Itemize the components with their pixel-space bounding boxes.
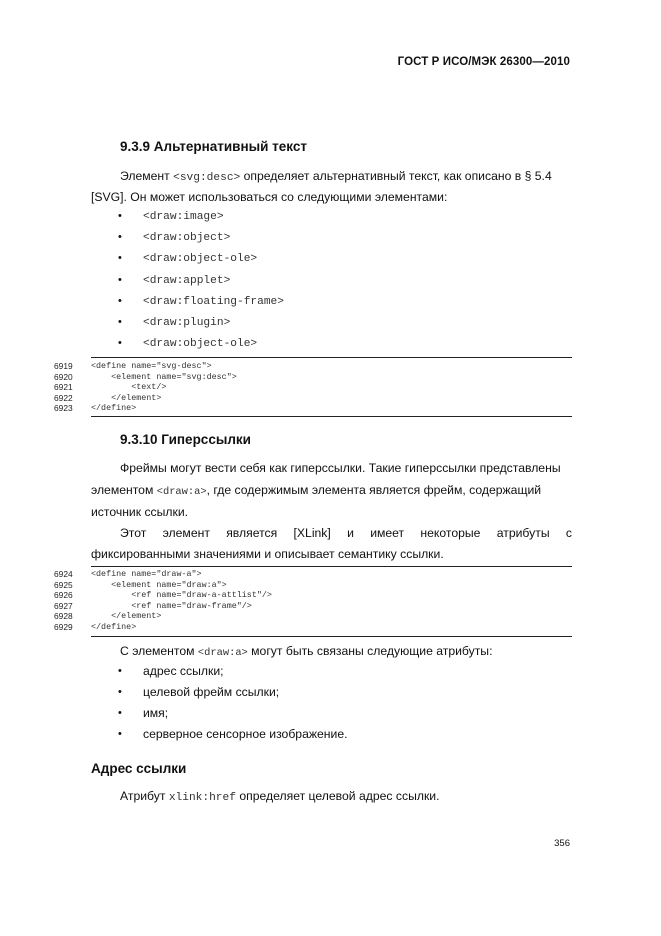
link-address-paragraph: Атрибут xlink:href определяет целевой адрес ссылки. xyxy=(120,789,440,804)
bullet-icon: • xyxy=(118,665,122,677)
line-number: 6921 xyxy=(54,382,73,393)
list-item: • <draw:object-ole> xyxy=(118,248,284,269)
line-number: 6926 xyxy=(54,590,73,601)
list-item: • <draw:image> xyxy=(118,206,284,227)
section-heading-hyperlinks: 9.3.10 Гиперссылки xyxy=(120,432,251,447)
bullet-icon: • xyxy=(118,315,122,328)
bullet-icon: • xyxy=(118,252,122,265)
line-number: 6928 xyxy=(54,611,73,622)
bullet-icon: • xyxy=(118,728,122,740)
draw-a-code: <draw:a> xyxy=(197,647,248,659)
code-divider-bottom xyxy=(91,636,572,637)
code-divider-top xyxy=(91,357,572,358)
list-item: • адрес ссылки; xyxy=(118,661,348,682)
bullet-icon: • xyxy=(118,273,122,286)
alt-text-paragraph-line2: [SVG]. Он может использоваться со следующими элементами: xyxy=(91,190,448,204)
alt-text-element-list xyxy=(118,206,284,354)
hyperlinks-paragraph-line1: Фреймы могут вести себя как гиперссылки. Такие гиперссылки представлены xyxy=(120,461,561,475)
list-item: • <draw:floating-frame> xyxy=(118,291,284,312)
link-attributes-list xyxy=(118,661,348,745)
line-number: 6923 xyxy=(54,403,73,414)
list-item: • <draw:object> xyxy=(118,227,284,248)
list-item: • серверное сенсорное изображение. xyxy=(118,724,348,745)
alt-text-p1-post: определяет альтернативный текст, как описано в § 5.4 xyxy=(240,169,552,183)
list-item: • <draw:applet> xyxy=(118,270,284,291)
list-item: • <draw:object-ole> xyxy=(118,333,284,354)
alt-text-p1-pre: Элемент xyxy=(120,169,174,183)
attributes-intro-paragraph: С элементом <draw:a> могут быть связаны следующие атрибуты: xyxy=(120,644,493,659)
document-header: ГОСТ Р ИСО/МЭК 26300—2010 xyxy=(397,56,570,68)
bullet-icon: • xyxy=(118,210,122,222)
list-item: • <draw:plugin> xyxy=(118,312,284,333)
section-heading-link-address: Адрес ссылки xyxy=(91,761,187,776)
bullet-icon: • xyxy=(118,294,122,307)
line-number: 6929 xyxy=(54,621,73,632)
list-item: • имя; xyxy=(118,703,348,724)
hyperlinks-paragraph-line3: источник ссылки. xyxy=(91,505,189,519)
hyperlinks-paragraph-line2: элементом <draw:a>, где содержимым элемента является фрейм, содержащий xyxy=(91,483,542,498)
line-number: 6919 xyxy=(54,361,73,371)
line-number: 6924 xyxy=(54,569,73,579)
bullet-icon: • xyxy=(118,337,122,350)
line-number: 6922 xyxy=(54,392,73,403)
xlink-href-code: xlink:href xyxy=(168,792,236,804)
section-heading-alt-text: 9.3.9 Альтернативный текст xyxy=(120,139,308,154)
svg-desc-code: <svg:desc> xyxy=(173,172,241,184)
xlink-paragraph-line2: фиксированными значениями и описывает семантику ссылки. xyxy=(91,547,444,561)
draw-a-code: <draw:a> xyxy=(156,486,207,498)
line-number: 6920 xyxy=(54,371,73,382)
bullet-icon: • xyxy=(118,707,122,719)
line-number: 6927 xyxy=(54,600,73,611)
code-divider-bottom xyxy=(91,416,572,417)
xlink-paragraph-line1: Этот элемент является [XLink] и имеет некоторые атрибуты с xyxy=(120,526,572,540)
line-number: 6925 xyxy=(54,579,73,590)
bullet-icon: • xyxy=(118,231,122,244)
list-item: • целевой фрейм ссылки; xyxy=(118,682,348,703)
page-number: 356 xyxy=(554,838,570,849)
bullet-icon: • xyxy=(118,686,122,698)
code-divider-top xyxy=(91,566,572,567)
